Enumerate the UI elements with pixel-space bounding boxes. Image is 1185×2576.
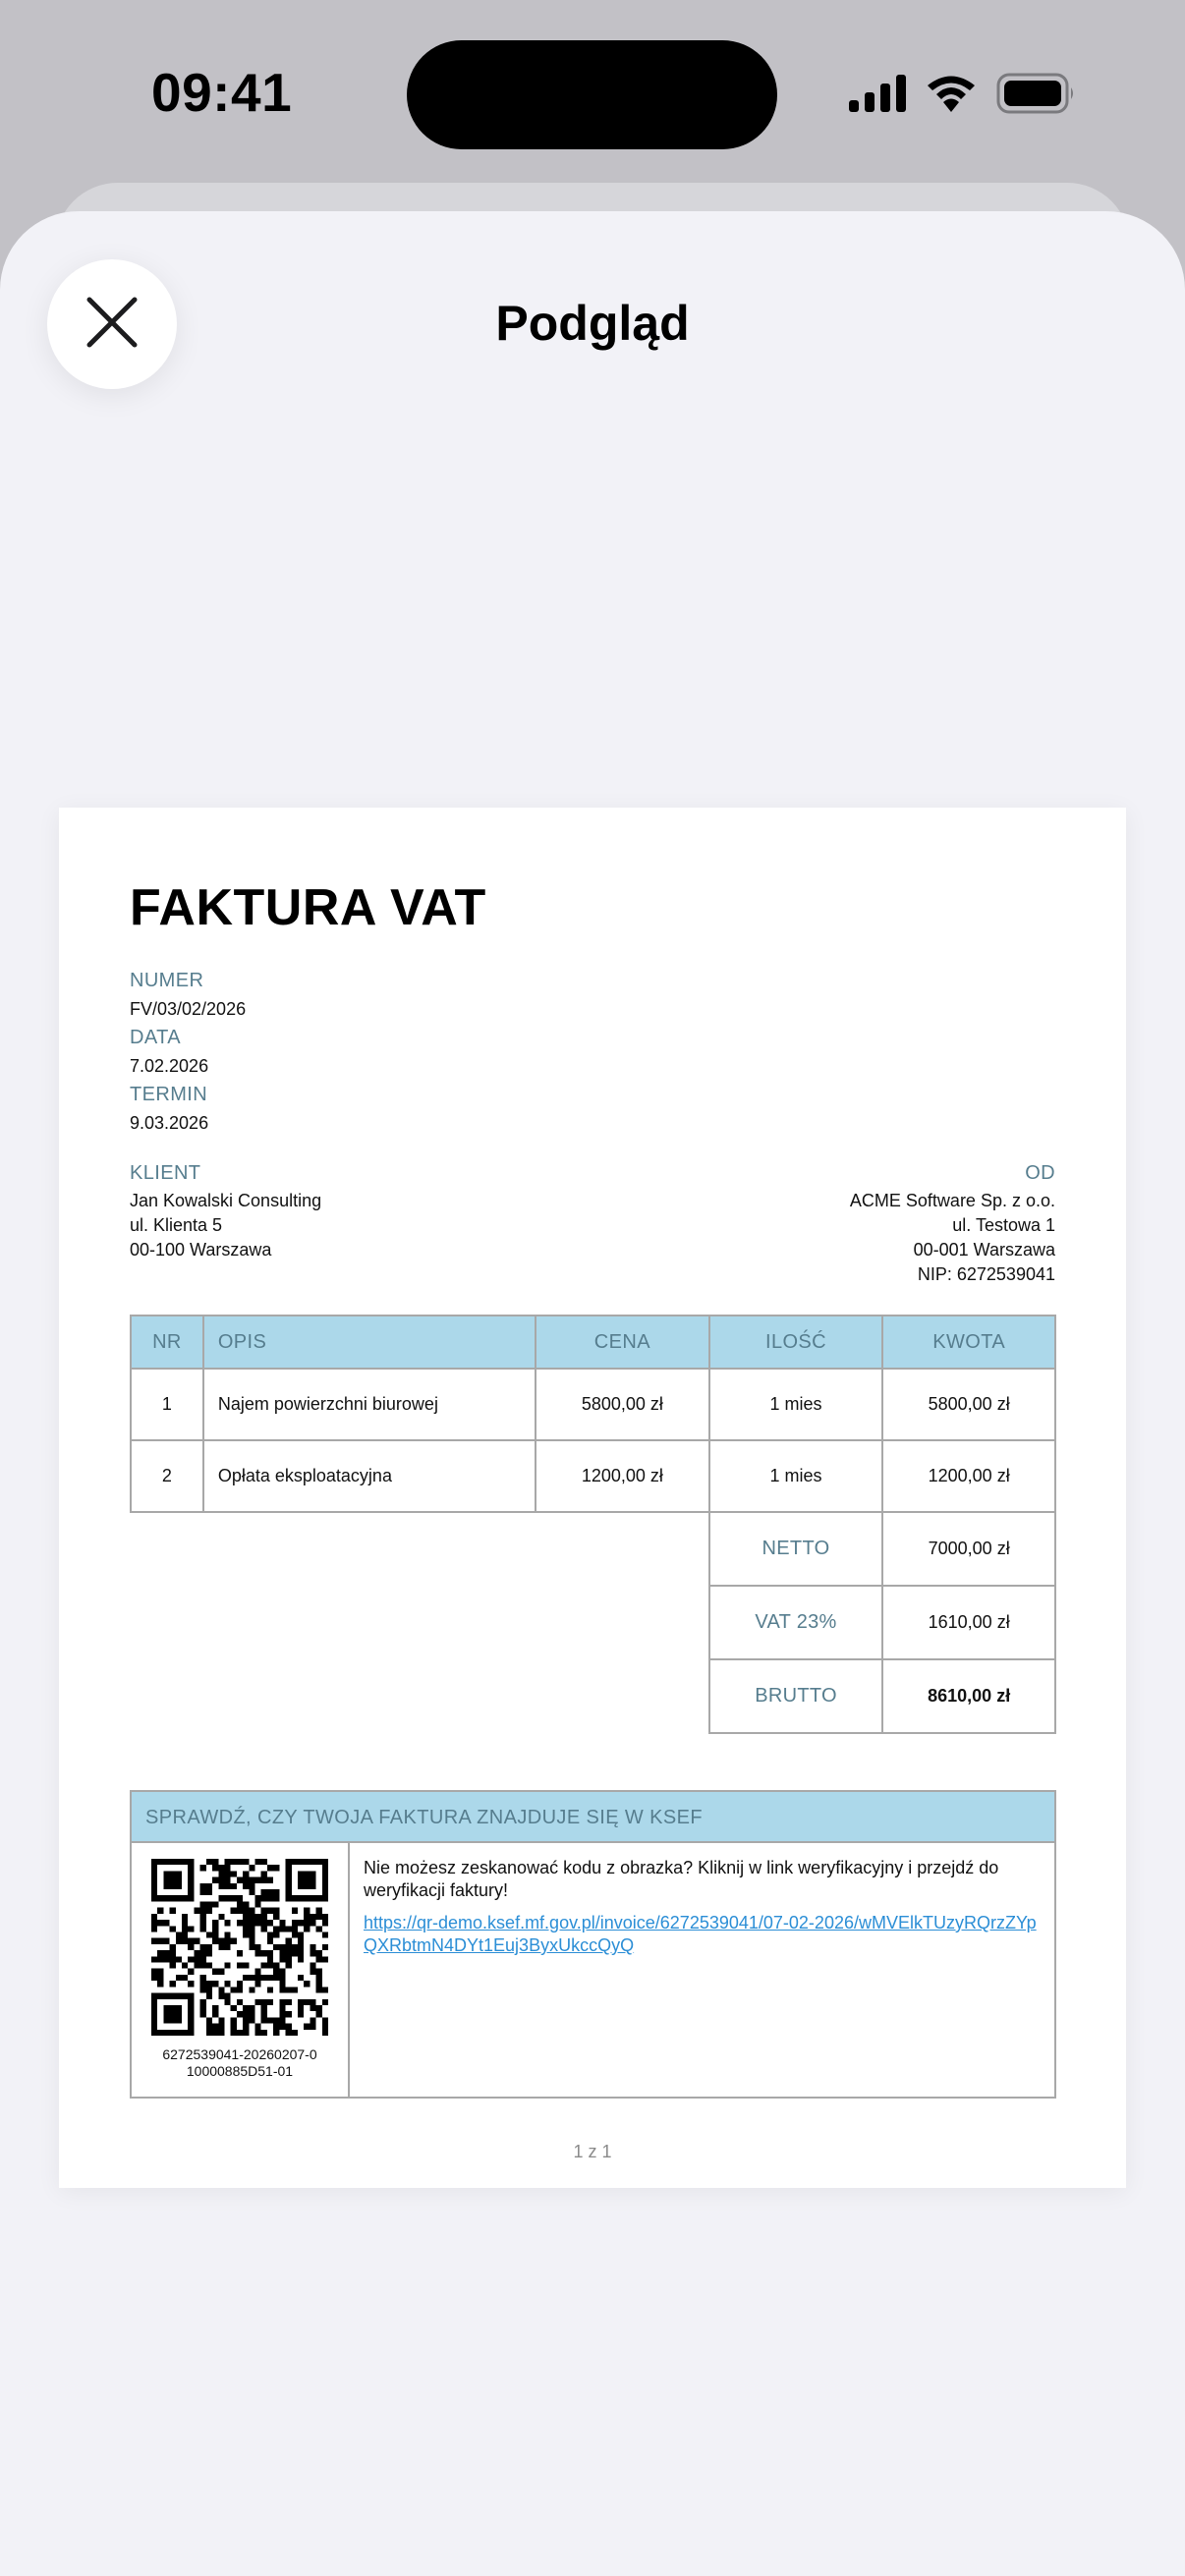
meta-label-number: NUMER bbox=[130, 970, 204, 991]
cell-amount: 1200,00 zł bbox=[882, 1440, 1055, 1512]
total-label-gross: BRUTTO bbox=[709, 1659, 883, 1733]
total-row-net bbox=[131, 1512, 1055, 1586]
page-indicator: 1 z 1 bbox=[573, 2142, 612, 2161]
cellular-signal-icon bbox=[849, 75, 906, 117]
invoice-document bbox=[59, 808, 1126, 2188]
battery-icon bbox=[996, 73, 1075, 119]
total-value-net: 7000,00 zł bbox=[882, 1512, 1055, 1586]
cell-description: Opłata eksploatacyjna bbox=[203, 1440, 536, 1512]
client-name: Jan Kowalski Consulting bbox=[130, 1191, 322, 1210]
sheet-title: Podgląd bbox=[495, 296, 690, 351]
table-header-row bbox=[131, 1316, 1055, 1369]
qr-caption-line-1: 6272539041-20260207-0 bbox=[162, 2046, 317, 2062]
status-time: 09:41 bbox=[151, 62, 293, 123]
qr-caption bbox=[162, 2046, 316, 2080]
ksef-info-text: Nie możesz zeskanować kodu z obrazka? Kliknij w link weryfikacyjny i przejdź do weryfikacji faktury! bbox=[364, 1858, 999, 1900]
total-row-vat bbox=[131, 1586, 1055, 1659]
col-header-amount: KWOTA bbox=[882, 1316, 1055, 1369]
total-label-net: NETTO bbox=[709, 1512, 883, 1586]
qr-column bbox=[132, 1843, 350, 2097]
meta-label-due: TERMIN bbox=[130, 1084, 208, 1105]
cell-nr: 1 bbox=[131, 1369, 203, 1440]
cell-quantity: 1 mies bbox=[709, 1440, 883, 1512]
invoice-meta bbox=[130, 967, 246, 1138]
col-header-description: OPIS bbox=[203, 1316, 536, 1369]
client-block bbox=[130, 1161, 321, 1262]
total-value-vat: 1610,00 zł bbox=[882, 1586, 1055, 1659]
seller-name: ACME Software Sp. z o.o. bbox=[849, 1191, 1055, 1210]
ksef-header: SPRAWDŹ, CZY TWOJA FAKTURA ZNAJDUJE SIĘ W KSEF bbox=[132, 1792, 1054, 1843]
invoice-title: FAKTURA VAT bbox=[130, 879, 486, 936]
client-label: KLIENT bbox=[130, 1162, 201, 1184]
client-street: ul. Klienta 5 bbox=[130, 1215, 223, 1235]
client-city: 00-100 Warszawa bbox=[130, 1240, 272, 1260]
seller-block bbox=[850, 1161, 1055, 1287]
meta-value-number: FV/03/02/2026 bbox=[130, 999, 247, 1019]
qr-caption-line-2: 10000885D51-01 bbox=[186, 2063, 294, 2079]
wifi-icon bbox=[926, 75, 977, 117]
cell-price: 5800,00 zł bbox=[536, 1369, 709, 1440]
ksef-verification-box bbox=[130, 1790, 1056, 2099]
dynamic-island bbox=[407, 40, 777, 149]
ksef-body bbox=[132, 1843, 1054, 2097]
seller-street: ul. Testowa 1 bbox=[952, 1215, 1055, 1235]
cell-price: 1200,00 zł bbox=[536, 1440, 709, 1512]
cell-description: Najem powierzchni biurowej bbox=[203, 1369, 536, 1440]
col-header-price: CENA bbox=[536, 1316, 709, 1369]
total-row-gross bbox=[131, 1659, 1055, 1733]
table-row bbox=[131, 1440, 1055, 1512]
status-icons bbox=[849, 74, 1075, 118]
cell-quantity: 1 mies bbox=[709, 1369, 883, 1440]
seller-city: 00-001 Warszawa bbox=[913, 1240, 1055, 1260]
seller-nip: NIP: 6272539041 bbox=[917, 1264, 1055, 1284]
total-value-gross: 8610,00 zł bbox=[882, 1659, 1055, 1733]
ksef-verification-link[interactable]: https://qr-demo.ksef.mf.gov.pl/invoice/6272539041/07-02-2026/wMVElkTUzyRQrzZYpQXRbtmN4DYt1Euj3ByxUkccQyQ bbox=[364, 1913, 1037, 1955]
seller-label: OD bbox=[1025, 1162, 1055, 1184]
meta-label-date: DATA bbox=[130, 1027, 181, 1048]
col-header-quantity: ILOŚĆ bbox=[709, 1316, 883, 1369]
cell-amount: 5800,00 zł bbox=[882, 1369, 1055, 1440]
ksef-info bbox=[350, 1843, 1054, 2097]
meta-value-date: 7.02.2026 bbox=[130, 1056, 209, 1076]
meta-value-due: 9.03.2026 bbox=[130, 1113, 209, 1133]
items-table bbox=[130, 1315, 1056, 1734]
table-row bbox=[131, 1369, 1055, 1440]
cell-nr: 2 bbox=[131, 1440, 203, 1512]
total-label-vat: VAT 23% bbox=[709, 1586, 883, 1659]
col-header-nr: NR bbox=[131, 1316, 203, 1369]
qr-code-icon[interactable] bbox=[151, 1859, 328, 2041]
